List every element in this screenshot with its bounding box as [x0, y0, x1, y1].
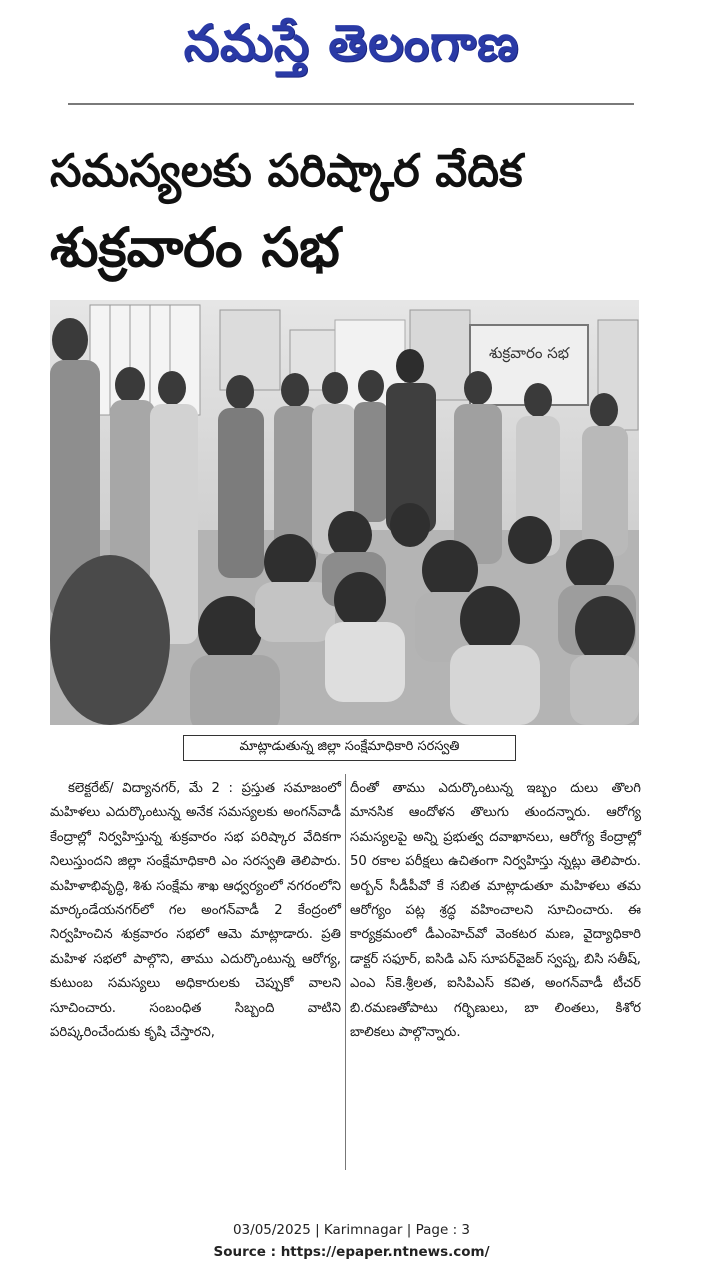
footer-source: Source : https://epaper.ntnews.com/ [213, 1244, 490, 1260]
newspaper-logo: నమస్తే తెలంగాణ [183, 14, 520, 72]
caption-text: మాట్లాడుతున్న జిల్లా సంక్షేమాధికారి సరస్వతి [239, 739, 460, 754]
column-divider [345, 774, 346, 1170]
article-column-right [350, 777, 641, 1045]
masthead [0, 4, 703, 84]
news-photo [50, 300, 639, 725]
footer-date-page: 03/05/2025 | Karimnagar | Page : 3 [232, 1222, 471, 1238]
banner-text: శుక్రవారం సభ [488, 344, 570, 362]
article-paragraph-right: దీంతో తాము ఎదుర్కొంటున్న ఇబ్బం దులు తొలగి మానసిక ఆందోళన తొలుగు తుందన్నారు. ఆరోగ్య సమస్యలపై అన్ని ప్రభుత్వ దవాఖానలు, ఆరోగ్య కేంద్రాల్లో 50 రకాల పరీక్షలు ఉచితంగా నిర్వహిస్తు న్నట్లు తెలిపారు. అర్బన్ సీడీపీవో కే సబిత మాట్లాడుతూ మహిళలు తమ ఆరోగ్యం పట్ల శ్రద్ధ వహించాలని సూచించారు. ఈ కార్యక్రమంలో డీఎంహెచ్‌వో వెంకటర మణ, వైద్యాధికారి డాక్టర్ సఫూర్, ఐసిడి ఎస్ సూపర్‌వైజర్ స్వప్న, బిసి సతీష్, ఎంఎ స్‌కె.శ్రీలత, ఐసిపిఎస్ కవిత, అంగన్‌వాడీ టీచర్ బి.రమణతోపాటు గర్భిణులు, బా లింతలు, కిశోర బాలికలు పాల్గొన్నారు. [350, 781, 641, 1041]
photo-caption [183, 735, 516, 761]
headline-line-1: సమస్యలకు పరిష్కార వేదిక [50, 144, 523, 197]
headline-line-2: శుక్రవారం సభ [50, 216, 340, 279]
article-paragraph-left: కలెక్టరేట్/ విద్యానగర్, మే 2 : ప్రస్తుత సమాజంలో మహిళలు ఎదుర్కొంటున్న అనేక సమస్యలకు అంగన్‌వాడీ కేంద్రాల్లో నిర్వహిస్తున్న శుక్రవారం సభ పరిష్కార వేదికగా నిలుస్తుందని జిల్లా సంక్షేమాధికారి ఎం సరస్వతి తెలిపారు. మహిళాభివృద్ధి, శిశు సంక్షేమ శాఖ ఆధ్వర్యంలో నగరంలోని మార్కండేయనగర్‌లో గల అంగన్‌వాడీ 2 కేంద్రంలో నిర్వహించిన శుక్రవారం సభలో ఆమె మాట్లాడారు. ప్రతి మహిళ సభలో పాల్గొని, తాము ఎదుర్కొంటున్న ఆరోగ్య, కుటుంబ సమస్యలు అధికారులకు చెప్పుకో వాలని సూచించారు. సంబంధిత సిబ్బంది వాటిని పరిష్కరించేందుకు కృషి చేస్తారని, [50, 781, 341, 1041]
masthead-rule [68, 103, 634, 105]
article-column-left [50, 777, 341, 1045]
photo-illustration [50, 300, 639, 725]
